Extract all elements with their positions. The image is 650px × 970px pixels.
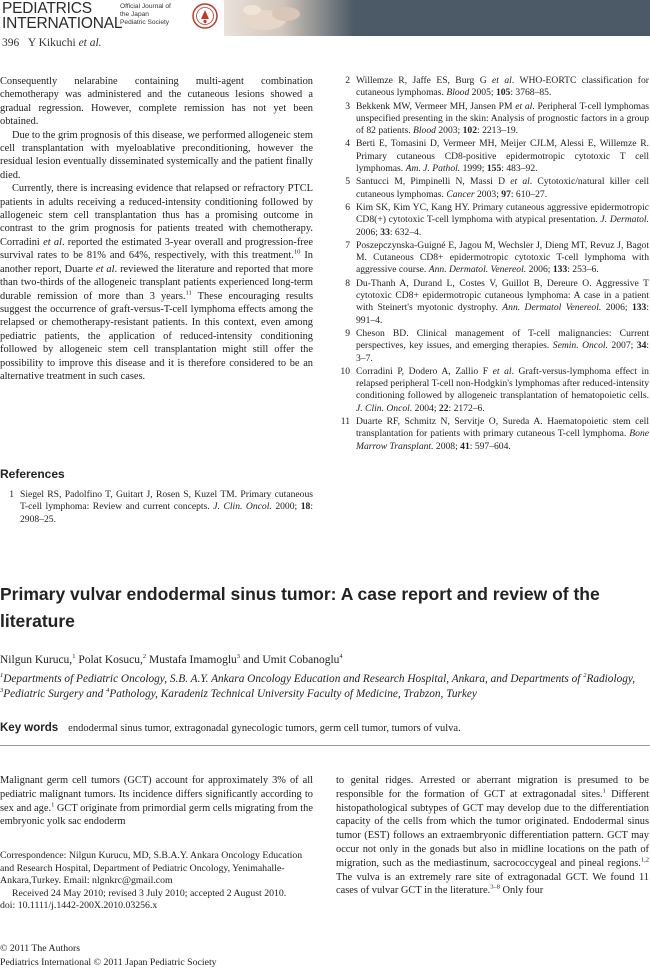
journal-logo (0, 0, 224, 36)
official-line1: Official Journal of (120, 3, 171, 10)
reference-item: 4 Berti E, Tomasini D, Vermeer MH, Meijer CJLM, Alessi E, Willemze R. Primary cutaneous CD8-positive epidermotropic cytotoxic T cell lymphomas. Am. J. Pathol. 1999; 155: 483–92. (345, 138, 649, 175)
reference-item: 10 Corradini P, Dodero A, Zallio F et al. Graft-versus-lymphoma effect in relapsed peripheral T-cell non-Hodgkin's lymphomas after reduced-intensity conditioning followed by allogeneic transplantation of hematopoietic cells. J. Clin. Oncol. 2004; 22: 2172–6. (340, 365, 649, 414)
reference-item: 6 Kim SK, Kim YC, Kang HY. Primary cutaneous aggressive epidermotropic CD8(+) cytotoxic T-cell lymphoma with atypical presentation. J. Dermatol. 2006; 33: 632–4. (345, 201, 649, 238)
left-column-body (0, 75, 313, 383)
author-list: Nilgun Kurucu,$^1$ Polat Kosucu,$^2$ Mustafa Imamoglu$^3$ and Umit Cobanoglu$^4$ (0, 653, 343, 666)
intro-right: to genital ridges. Arrested or aberrant migration is presumed to be responsible for the formation of GCT at extragonadal sites.$^1$ Different histopathological subtypes of GCT may develop due to the differentiation capacity of the cells from which the tumor originated. Endodermal sinus tumor (EST) follows an extraembryonic differentiation pattern. GCT may occur not only in the gonads but also in midline locations on the path of migration, such as the mediastinum, sacrococcygeal and pineal regions.$^{1,2}$ The vulva is an extremely rare site of extragonadal GCT. We found 11 cases of vulvar GCT in the literature.$^{3-8}$ Only four (336, 775, 649, 897)
running-author: Y Kikuchi (27, 37, 76, 49)
reference-item: 2 Willemze R, Jaffe ES, Burg G et al. WHO-EORTC classification for cutaneous lymphomas. Blood 2005; 105: 3768–85. (345, 75, 649, 99)
page-number: 396 (2, 37, 20, 49)
keywords-label: Key words (0, 722, 59, 734)
official-line3: Pediatric Society (120, 19, 170, 26)
correspondence-block (0, 850, 318, 913)
society-seal-icon (192, 3, 218, 29)
reference-item: 1 Siegel RS, Padolfino T, Guitart J, Rosen S, Kuzel TM. Primary cutaneous T-cell lymphoma: Review and current concepts. J. Clin. Oncol. 2000; 18: 2908–25. (9, 489, 313, 525)
references-heading: References (0, 467, 65, 481)
received-dates: Received 24 May 2010; revised 3 July 2010; accepted 2 August 2010. (12, 887, 287, 899)
keywords (0, 722, 461, 734)
child-hands-photo (224, 0, 354, 36)
reference-item: 9 Cheson BD. Clinical management of T-cell malignancies: Current perspectives, key issues, and emerging therapies. Semin. Oncol. 2007; 34: 3–7. (345, 327, 650, 364)
paragraph-2: Due to the grim prognosis of this disease, we performed allogeneic stem cell transplantation with myeloablative preconditioning, however the residual lesion eventually disseminated systemically and the patient finally died. (0, 129, 313, 181)
journal-name (2, 1, 122, 31)
official-journal-note (120, 3, 171, 27)
running-head (2, 37, 102, 49)
reference-item: 3 Bekkenk MW, Vermeer MH, Jansen PM et al. Peripheral T-cell lymphomas unspecified presenting in the skin: Analysis of prognostic factors in a group of 82 patients. Blood 2003; 102: 2213–19. (345, 100, 649, 137)
copyright (0, 942, 217, 969)
reference-item: 11 Duarte RF, Schmitz N, Servitje O, Sureda A. Haematopoietic stem cell transplantation for patients with primary cutaneous T-cell lymphoma. Bone Marrow Transplant. 2008; 41: 597–604. (340, 416, 649, 452)
copyright-line2: Pediatrics International © 2011 Japan Pediatric Society (0, 956, 217, 968)
reference-item: 5 Santucci M, Pimpinelli N, Massi D et al. Cytotoxic/natural killer cell cutaneous lymphomas. Cancer 2003; 97: 610–27. (345, 176, 649, 200)
divider (0, 745, 650, 746)
paragraph-1: Consequently nelarabine containing multi-agent combination chemotherapy was administered and the cutaneous lesions showed a gradual regression. However, complete remission has not yet been obtained. (0, 76, 313, 128)
journal-name-line2: INTERNATIONAL (2, 15, 123, 32)
copyright-line1: © 2011 The Authors (0, 943, 81, 954)
doi: doi: 10.1111/j.1442-200X.2010.03256.x (0, 900, 158, 911)
references-list-right (336, 75, 649, 454)
journal-name-line1: PEDIATRICS (2, 0, 92, 17)
references-list-left (0, 489, 313, 527)
running-etal: et al. (78, 37, 102, 49)
reference-item: 8 Du-Thanh A, Durand L, Costes V, Guillot B, Dereure O. Aggressive T cytotoxic CD8+ epidermotropic cutaneous lymphoma: A case in a patient with Steinert's myotonic dystrophy. Ann. Dermatol Venereol. 2006; 133: 991–4. (345, 277, 649, 326)
official-line2: the Japan (120, 11, 149, 18)
reference-item: 7 Poszepczynska-Guigné E, Jagou M, Wechsler J, Dieng MT, Revuz J, Bagot M. Cutaneous CD8+ epidermotropic cytotoxic T-cell lymphoma with aggressive course. Ann. Dermatol. Venereol. 2006; 133: 253–6. (345, 239, 649, 276)
keywords-text: endodermal sinus tumor, extragonadal gynecologic tumors, germ cell tumor, tumors of vulva. (68, 723, 461, 734)
paragraph-3: Currently, there is increasing evidence that relapsed or refractory PTCL patients in adults receiving a reduced-intensity conditioning followed by allogeneic stem cell transplantation thus has a promising outcome in contrast to the grim prognosis for patients treated with chemotherapy. Corradini et al. reported the estimated 3-year overall and progression-free survival rates to be 81% and 64%, respectively, with this treatment.$^{10}$ In another report, Duarte et al. reviewed the literature and reported that more than two-thirds of the allogeneic transplant patients experienced long-term durable remission of more than 3 years.$^{11}$ These encouraging results suggest the occurrence of graft-versus-T-cell lymphoma effects among the relapsed or chemotherapy-resistant patients. In this context, even among pediatric patients, the application of reduced-intensity conditioning followed by allogeneic stem cell transplantation might still offer the possibility to improve this disease and it is therefore considered to be an alternative treatment in such cases. (0, 183, 313, 382)
intro-left: Malignant germ cell tumors (GCT) account for approximately 3% of all pediatric malignant tumors. Its incidence differs significantly according to sex and age.$^1$ GCT originate from primordial germ cells migrating from the embryonic yolk sac endoderm (0, 775, 313, 828)
article-title: Primary vulvar endodermal sinus tumor: A case report and review of the literature (0, 584, 600, 631)
correspondence: Correspondence: Nilgun Kurucu, MD, S.B.A.Y. Ankara Oncology Education and Research Hospital, Department of Pediatric Oncology, Yenimahalle- Ankara,Turkey. Email: nlgnkrc@gmail.com (0, 850, 303, 886)
affiliations: $^1$Departments of Pediatric Oncology, S.B. A.Y. Ankara Oncology Education and Research Hospital, Ankara, and Departments of $^2$Radiology, $^3$Pediatric Surgery and $^4$Pathology, Karadeniz Technical University Faculty of Medicine, Trabzon, Turkey (0, 672, 636, 700)
